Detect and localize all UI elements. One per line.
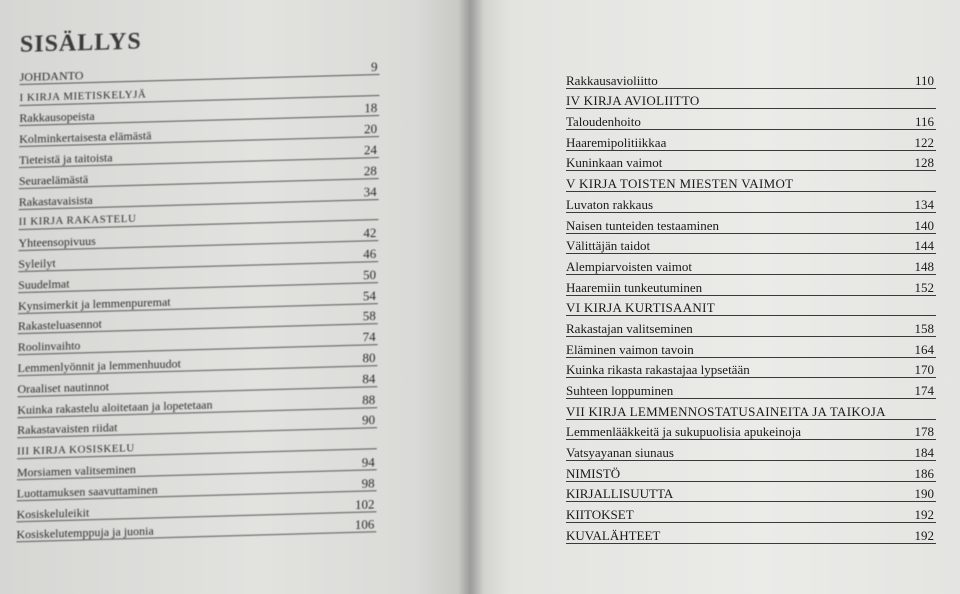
toc-left <box>16 20 380 570</box>
toc-entry-page: 164 <box>914 341 934 357</box>
toc-right <box>566 68 936 544</box>
toc-entry-title: Välittäjän taidot <box>566 238 651 254</box>
toc-entry-page: 28 <box>363 162 377 179</box>
toc-entry-page: 158 <box>914 320 934 336</box>
toc-entry-title: Rakastajan valitseminen <box>566 320 693 336</box>
toc-entry-title: KIRJALLISUUTTA <box>566 486 674 502</box>
toc-entry-page: 84 <box>362 370 376 387</box>
toc-entry <box>566 378 936 399</box>
toc-entry-page: 24 <box>363 142 378 158</box>
toc-entry-title: Eläminen vaimon tavoin <box>566 341 694 357</box>
toc-entry-title: Morsiamen valitseminen <box>16 461 136 480</box>
toc-entry-page: 102 <box>354 495 375 512</box>
toc-entry <box>566 420 936 441</box>
toc-entry-title: Vatsyayanan siunaus <box>566 445 674 461</box>
toc-entry <box>566 234 936 255</box>
toc-entry-title: Suhteen loppuminen <box>566 383 674 398</box>
toc-entry-title: Haaremiin tunkeutuminen <box>566 279 703 295</box>
toc-entry-page: 106 <box>354 516 375 533</box>
toc-entry-page: 88 <box>362 391 376 408</box>
toc-entry-page: 94 <box>361 454 375 470</box>
toc-entry <box>566 213 936 234</box>
toc-entry-title: Haaremipolitiikkaa <box>566 134 667 150</box>
toc-entry <box>566 192 936 213</box>
toc-entry-title: JOHDANTO <box>19 68 84 84</box>
toc-entry-title: Oraaliset nautinnot <box>17 379 110 396</box>
toc-entry-title: Tieteistä ja taitoista <box>19 150 113 168</box>
toc-entry-title: Taloudenhoito <box>566 114 641 130</box>
toc-entry-title: Suudelmat <box>18 276 70 292</box>
toc-entry-title: V KIRJA TOISTEN MIESTEN VAIMOT <box>566 176 794 192</box>
toc-entry-title: Rakastavaisista <box>18 192 93 209</box>
toc-entry-page: 152 <box>914 279 934 295</box>
toc-entry-title: Syleilyt <box>18 256 56 272</box>
toc-entry-title: Kosiskelutemppuja ja juonia <box>16 523 154 542</box>
toc-entry-title: Lemmenlääkkeitä ja sukupuolisia apukeinoja <box>566 424 802 440</box>
toc-entry <box>566 440 936 461</box>
toc-entry-page: 192 <box>914 527 934 543</box>
toc-entry-page: 54 <box>362 287 376 304</box>
toc-entry-title: III KIRJA KOSISKELU <box>17 442 135 458</box>
toc-entry-title: Yhteensopivuus <box>18 234 96 251</box>
toc-entry-page: 122 <box>914 134 934 150</box>
toc-entry-page: 80 <box>362 350 376 366</box>
toc-entry <box>566 316 936 337</box>
toc-entry-page: 128 <box>914 155 934 171</box>
toc-entry-title: VI KIRJA KURTISAANIT <box>566 300 715 316</box>
toc-entry-title: II KIRJA RAKASTELU <box>18 213 137 229</box>
toc-entry-title: Roolinvaihto <box>17 338 81 355</box>
right-page <box>470 0 960 594</box>
toc-entry-page: 174 <box>914 383 934 398</box>
toc-entry <box>566 275 936 296</box>
toc-section-heading <box>566 171 936 192</box>
toc-entry <box>566 502 936 523</box>
toc-entry-title: Kosiskeluleikit <box>16 504 90 521</box>
toc-entry-page: 184 <box>914 445 934 461</box>
toc-section-heading <box>566 89 936 110</box>
toc-entry-title: I KIRJA MIETISKELYJÄ <box>19 88 147 104</box>
toc-entry <box>566 482 936 503</box>
toc-entry <box>566 358 936 379</box>
toc-entry <box>566 151 936 172</box>
toc-entry-page: 98 <box>361 475 375 491</box>
toc-entry-title: Rakasteluasennot <box>17 317 102 334</box>
left-page <box>0 0 470 594</box>
toc-entry-title: Kuninkaan vaimot <box>566 155 663 171</box>
toc-entry <box>566 461 936 482</box>
toc-entry-page: 34 <box>363 183 377 200</box>
toc-entry-title: VII KIRJA LEMMENNOSTATUSAINEITA JA TAIKOJA <box>566 403 886 419</box>
toc-entry-page: 74 <box>362 329 376 345</box>
book-gutter <box>458 0 484 594</box>
toc-entry-page: 192 <box>914 507 934 523</box>
toc-entry <box>566 68 936 89</box>
toc-entry-title: Rakkausavioliitto <box>566 72 658 88</box>
toc-entry-title: Kuinka rakastelu aloitetaan ja lopetetaan <box>17 397 213 417</box>
toc-entry-page: 9 <box>370 58 378 75</box>
toc-entry-title: Luottamuksen saavuttaminen <box>16 482 158 501</box>
toc-entry-title: Kolminkertaisesta elämästä <box>19 128 152 147</box>
toc-entry-title: Rakkausopeista <box>19 109 95 126</box>
toc-entry-title: NIMISTÖ <box>566 465 621 481</box>
toc-list-left <box>16 54 379 543</box>
toc-entry <box>566 254 936 275</box>
toc-entry-page: 190 <box>914 486 934 502</box>
toc-entry-page: 178 <box>914 424 934 440</box>
toc-list-right <box>566 68 936 544</box>
toc-entry <box>566 523 936 544</box>
toc-entry <box>566 337 936 358</box>
toc-entry-page: 50 <box>363 266 377 283</box>
toc-entry <box>566 130 936 151</box>
toc-entry-page: 46 <box>363 246 377 262</box>
toc-entry-title: Luvaton rakkaus <box>566 196 654 212</box>
toc-entry-title: KUVALÄHTEET <box>566 527 661 543</box>
toc-entry-title: Seuraelämästä <box>18 171 89 188</box>
toc-entry-page: 144 <box>914 238 934 254</box>
toc-entry-page: 170 <box>914 362 934 378</box>
toc-entry-title: Lemmenlyönnit ja lemmenhuudot <box>17 356 181 376</box>
toc-entry-title: KIITOKSET <box>566 507 634 523</box>
toc-entry <box>566 109 936 130</box>
toc-entry-page: 58 <box>362 308 376 324</box>
toc-entry-page: 42 <box>363 225 377 241</box>
toc-entry-title: Kuinka rikasta rakastajaa lypsetään <box>566 362 750 378</box>
toc-entry-title: Rakastavaisten riidat <box>17 420 118 438</box>
toc-entry-page: 134 <box>914 196 934 212</box>
toc-entry-title: Naisen tunteiden testaaminen <box>566 217 720 233</box>
toc-entry-page: 110 <box>914 72 934 88</box>
toc-entry-title: IV KIRJA AVIOLIITTO <box>566 93 700 109</box>
toc-entry-page: 186 <box>914 465 934 481</box>
toc-section-heading <box>566 399 936 420</box>
toc-entry-page: 18 <box>364 100 378 116</box>
toc-entry-page: 20 <box>364 121 378 137</box>
toc-section-heading <box>566 296 936 317</box>
toc-entry-title: Kynsimerkit ja lemmenpuremat <box>18 294 171 313</box>
toc-entry-title: Alempiarvoisten vaimot <box>566 258 693 274</box>
toc-entry-page: 116 <box>914 114 934 130</box>
toc-entry-page: 140 <box>914 217 934 233</box>
toc-entry-page: 90 <box>362 412 376 428</box>
page-title: SISÄLLYS <box>19 28 142 59</box>
toc-entry-page: 148 <box>914 258 934 274</box>
